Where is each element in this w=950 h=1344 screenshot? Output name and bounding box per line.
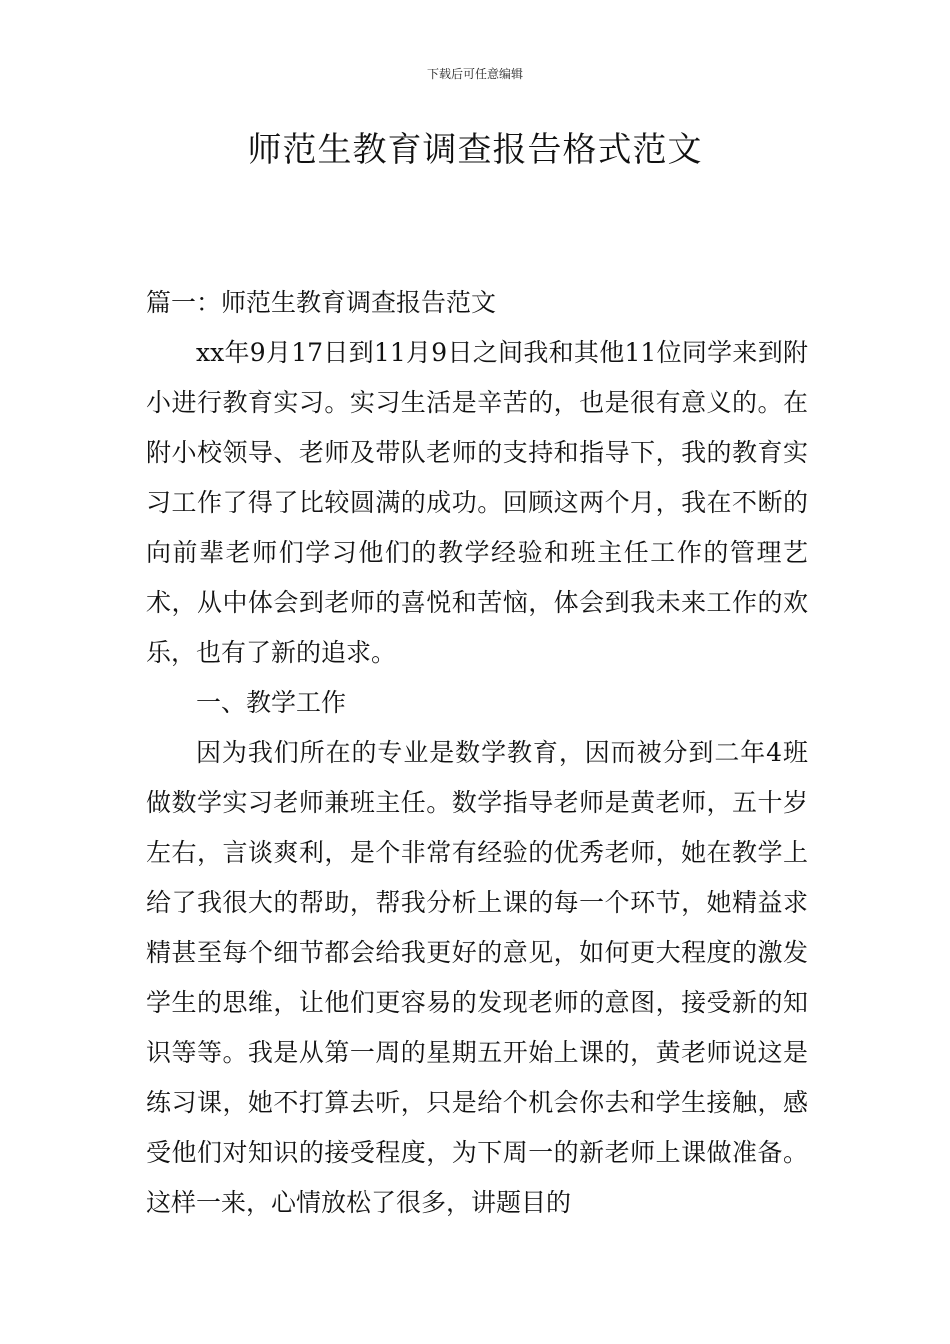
document-body <box>146 278 808 1228</box>
paragraph-intro: xx年9月17日到11月9日之间我和其他11位同学来到附小进行教育实习。实习生活是辛苦的，也是很有意义的。在附小校领导、老师及带队老师的支持和指导下，我的教育实习工作了得了比较圆满的成功。回顾这两个月，我在不断的向前辈老师们学习他们的教学经验和班主任工作的管理艺术，从中体会到老师的喜悦和苦恼，体会到我未来工作的欢乐，也有了新的追求。 <box>146 338 808 667</box>
header-note: 下载后可任意编辑 <box>426 67 523 81</box>
subsection-heading-teaching: 一、教学工作 <box>196 688 347 717</box>
document-title: 师范生教育调查报告格式范文 <box>247 130 703 170</box>
section-heading: 篇一：师范生教育调查报告范文 <box>146 288 497 317</box>
paragraph-teaching: 因为我们所在的专业是数学教育，因而被分到二年4班做数学实习老师兼班主任。数学指导老师是黄老师，五十岁左右，言谈爽利，是个非常有经验的优秀老师，她在教学上给了我很大的帮助，帮我分析上课的每一个环节，她精益求精甚至每个细节都会给我更好的意见，如何更大程度的激发学生的思维，让他们更容易的发现老师的意图，接受新的知识等等。我是从第一周的星期五开始上课的，黄老师说这是练习课，她不打算去听，只是给个机会你去和学生接触，感受他们对知识的接受程度，为下周一的新老师上课做准备。这样一来，心情放松了很多，讲题目的 <box>146 738 808 1217</box>
